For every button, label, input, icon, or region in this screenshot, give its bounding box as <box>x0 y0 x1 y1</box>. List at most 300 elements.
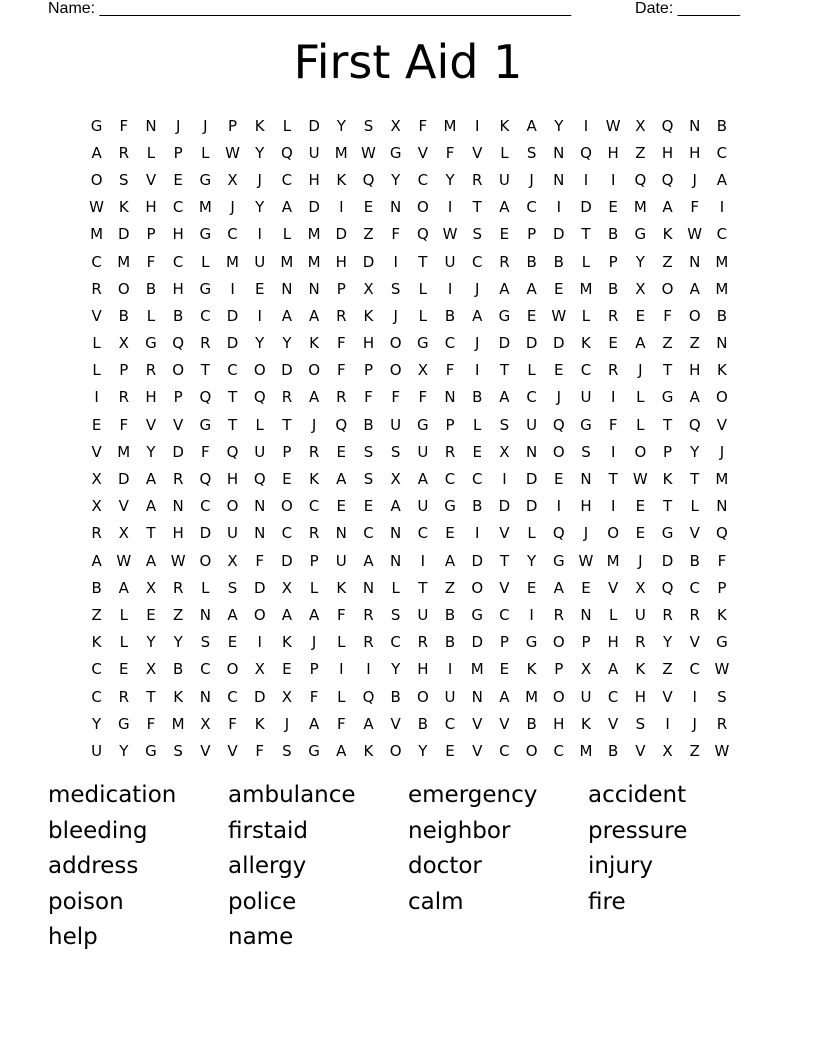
grid-cell: H <box>172 279 184 298</box>
grid-cell: B <box>689 551 700 570</box>
grid-cell: N <box>689 252 701 271</box>
grid-cell: X <box>580 660 592 679</box>
grid-cell: A <box>363 551 374 570</box>
grid-cell: F <box>119 415 129 434</box>
grid-cell: M <box>443 116 457 135</box>
grid-cell: A <box>118 578 129 597</box>
grid-cell: G <box>145 741 157 760</box>
grid-cell: F <box>309 687 319 706</box>
grid-cell: O <box>688 306 701 325</box>
grid-cell: A <box>145 497 157 516</box>
grid-cell: I <box>583 170 589 189</box>
grid-cell: O <box>172 361 185 380</box>
grid-cell: U <box>417 497 429 516</box>
grid-cell: Z <box>662 660 673 679</box>
grid-cell: C <box>526 388 537 407</box>
grid-cell: D <box>471 633 483 652</box>
word-list <box>48 778 768 956</box>
grid-cell: X <box>227 170 238 189</box>
grid-cell: F <box>146 714 156 733</box>
grid-cell: A <box>662 198 673 217</box>
grid-cell: P <box>309 660 319 679</box>
grid-cell: I <box>529 605 534 624</box>
grid-cell: O <box>226 660 239 679</box>
grid-cell: L <box>690 497 699 516</box>
grid-cell: R <box>444 442 456 461</box>
grid-cell: M <box>198 198 212 217</box>
grid-cell: X <box>227 551 238 570</box>
grid-cell: F <box>445 143 455 162</box>
page-title: First Aid 1 <box>293 35 523 89</box>
grid-cell: A <box>308 306 320 325</box>
grid-cell: Y <box>635 252 645 271</box>
grid-cell: R <box>308 442 320 461</box>
grid-cell: G <box>199 415 212 434</box>
grid-cell: Q <box>253 470 266 489</box>
grid-cell: W <box>714 660 730 679</box>
grid-cell: J <box>692 714 697 733</box>
grid-cell: V <box>472 714 483 733</box>
grid-cell: E <box>445 524 455 543</box>
grid-cell: K <box>309 334 320 353</box>
grid-cell: A <box>390 497 401 516</box>
grid-cell: I <box>447 198 453 217</box>
grid-cell: E <box>91 415 102 434</box>
grid-cell: A <box>635 334 646 353</box>
grid-cell: I <box>94 388 99 407</box>
grid-cell: J <box>393 306 398 325</box>
grid-cell: I <box>692 687 697 706</box>
grid-cell: M <box>280 252 294 271</box>
grid-cell: G <box>716 633 728 652</box>
grid-cell: A <box>553 578 564 597</box>
grid-cell: D <box>172 442 184 461</box>
grid-cell: G <box>417 334 429 353</box>
grid-cell: K <box>662 225 673 244</box>
grid-cell: F <box>690 198 700 217</box>
grid-cell: L <box>201 143 210 162</box>
grid-cell: Q <box>661 578 674 597</box>
grid-cell: D <box>199 524 212 543</box>
grid-cell: B <box>444 633 456 652</box>
grid-cell: E <box>554 361 564 380</box>
grid-cell: P <box>228 116 238 135</box>
grid-cell: Z <box>635 143 646 162</box>
grid-cell: B <box>608 741 619 760</box>
grid-cell: S <box>363 470 374 489</box>
grid-cell: F <box>336 334 346 353</box>
grid-cell: O <box>552 633 565 652</box>
grid-cell: U <box>444 687 456 706</box>
grid-cell: R <box>553 605 564 624</box>
grid-cell: L <box>282 225 292 244</box>
grid-cell: U <box>254 252 266 271</box>
grid-cell: X <box>635 279 646 298</box>
grid-cell: L <box>418 306 428 325</box>
grid-cell: M <box>579 741 593 760</box>
grid-cell: E <box>227 633 238 652</box>
grid-cell: D <box>580 198 592 217</box>
grid-cell: K <box>309 470 320 489</box>
grid-cell: T <box>581 225 591 244</box>
grid-cell: S <box>390 279 401 298</box>
grid-cell: N <box>471 687 483 706</box>
grid-cell: A <box>499 687 510 706</box>
grid-cell: B <box>472 497 483 516</box>
grid-cell: K <box>254 714 265 733</box>
grid-cell: F <box>201 442 210 461</box>
grid-cell: R <box>363 633 374 652</box>
grid-cell: R <box>472 170 483 189</box>
grid-cell: F <box>255 551 265 570</box>
grid-cell: T <box>662 497 673 516</box>
grid-cell: I <box>610 497 616 516</box>
grid-cell: R <box>417 633 429 652</box>
grid-cell: E <box>119 660 129 679</box>
grid-cell: N <box>689 116 701 135</box>
grid-cell: F <box>336 361 346 380</box>
grid-cell: V <box>227 741 238 760</box>
grid-cell: I <box>665 714 670 733</box>
grid-cell: E <box>499 660 510 679</box>
grid-cell: R <box>607 306 619 325</box>
date-field: Date: _______ <box>635 0 740 17</box>
grid-cell: X <box>118 334 129 353</box>
grid-cell: K <box>635 660 646 679</box>
grid-cell: N <box>716 497 728 516</box>
grid-cell: K <box>662 470 673 489</box>
grid-cell: V <box>716 415 728 434</box>
grid-cell: O <box>661 279 674 298</box>
grid-cell: O <box>308 361 320 380</box>
grid-cell: A <box>526 116 537 135</box>
grid-cell: N <box>553 143 565 162</box>
grid-cell: G <box>417 415 429 434</box>
grid-cell: W <box>225 143 240 162</box>
grid-cell: M <box>470 660 484 679</box>
grid-cell: K <box>526 660 537 679</box>
grid-cell: Y <box>662 633 673 652</box>
grid-cell: V <box>417 143 428 162</box>
grid-cell: I <box>447 660 453 679</box>
grid-cell: A <box>145 470 157 489</box>
grid-cell: S <box>390 442 401 461</box>
grid-cell: D <box>308 198 320 217</box>
grid-cell: G <box>389 143 402 162</box>
grid-cell: Q <box>552 524 565 543</box>
grid-cell: N <box>444 388 456 407</box>
grid-cell: U <box>444 252 456 271</box>
grid-cell: M <box>606 551 620 570</box>
grid-cell: U <box>634 605 646 624</box>
header <box>48 0 740 18</box>
grid-cell: Q <box>716 524 728 543</box>
grid-cell: S <box>717 687 727 706</box>
grid-cell: N <box>145 116 157 135</box>
grid-cell: Y <box>418 741 428 760</box>
grid-cell: E <box>554 470 564 489</box>
grid-cell: S <box>390 605 401 624</box>
grid-cell: D <box>118 225 130 244</box>
grid-cell: D <box>471 551 483 570</box>
grid-cell: Q <box>552 415 565 434</box>
grid-cell: N <box>254 524 266 543</box>
grid-cell: T <box>146 524 156 543</box>
grid-cell: V <box>689 524 700 543</box>
grid-cell: X <box>635 116 646 135</box>
grid-cell: O <box>389 741 402 760</box>
grid-cell: O <box>253 361 266 380</box>
grid-cell: X <box>200 714 211 733</box>
grid-cell: V <box>499 714 510 733</box>
grid-cell: Q <box>172 334 185 353</box>
grid-cell: F <box>336 605 346 624</box>
word-list-item: pressure <box>588 817 688 844</box>
word-list-item: fire <box>588 888 626 915</box>
word-list-item: neighbor <box>408 817 511 844</box>
grid-cell: I <box>339 198 344 217</box>
grid-cell: J <box>230 198 235 217</box>
grid-cell: O <box>716 388 728 407</box>
grid-cell: H <box>226 470 239 489</box>
grid-cell: N <box>390 198 402 217</box>
grid-cell: R <box>716 714 728 733</box>
grid-cell: Y <box>255 143 265 162</box>
grid-cell: I <box>583 116 589 135</box>
grid-cell: W <box>89 198 105 217</box>
grid-cell: P <box>363 361 373 380</box>
grid-cell: P <box>282 442 292 461</box>
grid-cell: A <box>308 388 320 407</box>
grid-cell: H <box>689 143 701 162</box>
grid-cell: D <box>553 334 565 353</box>
grid-cell: Q <box>661 116 674 135</box>
grid-cell: P <box>663 442 673 461</box>
grid-cell: V <box>608 714 619 733</box>
grid-cell: C <box>716 225 728 244</box>
grid-cell: D <box>553 225 565 244</box>
grid-cell: O <box>416 687 429 706</box>
grid-cell: X <box>145 660 157 679</box>
word-list-item: ambulance <box>228 782 356 808</box>
grid-cell: B <box>118 306 129 325</box>
grid-cell: C <box>444 334 456 353</box>
grid-cell: G <box>90 116 103 135</box>
grid-cell: J <box>175 116 181 135</box>
grid-cell: C <box>553 741 565 760</box>
word-list-item: allergy <box>228 853 307 879</box>
grid-cell: A <box>716 170 728 189</box>
grid-cell: F <box>663 306 672 325</box>
grid-cell: L <box>337 633 346 652</box>
grid-cell: X <box>91 497 102 516</box>
grid-cell: M <box>525 687 539 706</box>
grid-cell: E <box>472 442 482 461</box>
grid-cell: Y <box>554 116 564 135</box>
grid-cell: S <box>526 143 537 162</box>
grid-cell: L <box>581 306 591 325</box>
grid-cell: T <box>472 198 482 217</box>
grid-cell: E <box>635 524 646 543</box>
grid-cell: R <box>635 633 646 652</box>
grid-cell: C <box>281 524 293 543</box>
grid-cell: R <box>91 524 102 543</box>
grid-cell: X <box>363 279 374 298</box>
grid-cell: A <box>526 279 537 298</box>
grid-cell: B <box>91 578 102 597</box>
letter-grid <box>83 112 736 765</box>
grid-cell: C <box>417 170 429 189</box>
grid-cell: I <box>475 116 480 135</box>
grid-cell: A <box>472 306 483 325</box>
grid-cell: H <box>634 687 646 706</box>
grid-cell: R <box>308 524 320 543</box>
grid-cell: N <box>199 605 211 624</box>
grid-cell: Y <box>119 741 129 760</box>
grid-cell: A <box>444 551 456 570</box>
grid-cell: G <box>634 225 647 244</box>
grid-cell: W <box>551 306 567 325</box>
grid-cell: E <box>445 741 455 760</box>
grid-cell: P <box>309 551 319 570</box>
grid-cell: K <box>281 633 292 652</box>
grid-cell: H <box>417 660 429 679</box>
grid-cell: B <box>363 415 374 434</box>
word-list-item: police <box>228 888 297 915</box>
grid-cell: N <box>390 524 402 543</box>
grid-cell: D <box>308 116 320 135</box>
grid-cell: E <box>499 225 510 244</box>
grid-cell: C <box>200 660 211 679</box>
grid-cell: G <box>525 633 538 652</box>
grid-cell: D <box>118 470 130 489</box>
grid-cell: P <box>581 633 591 652</box>
grid-cell: Z <box>689 741 700 760</box>
grid-cell: H <box>335 252 347 271</box>
grid-cell: V <box>689 633 700 652</box>
grid-cell: C <box>91 252 102 271</box>
grid-cell: F <box>391 388 400 407</box>
grid-cell: V <box>173 415 184 434</box>
grid-cell: B <box>173 306 184 325</box>
grid-cell: U <box>526 415 538 434</box>
grid-cell: R <box>336 388 347 407</box>
grid-cell: W <box>714 741 730 760</box>
grid-cell: S <box>635 714 646 733</box>
grid-cell: D <box>253 578 266 597</box>
grid-cell: G <box>199 279 212 298</box>
grid-cell: O <box>552 442 565 461</box>
grid-cell: W <box>687 225 703 244</box>
grid-cell: Y <box>336 116 346 135</box>
grid-cell: H <box>689 361 701 380</box>
grid-cell: Z <box>444 578 456 597</box>
grid-cell: T <box>690 470 700 489</box>
grid-cell: O <box>199 551 212 570</box>
grid-cell: B <box>526 714 537 733</box>
grid-cell: R <box>118 388 129 407</box>
word-list-item: injury <box>588 853 654 879</box>
grid-cell: A <box>363 714 374 733</box>
grid-cell: G <box>661 524 674 543</box>
grid-cell: S <box>282 741 292 760</box>
grid-cell: L <box>473 415 482 434</box>
grid-cell: O <box>389 361 402 380</box>
grid-cell: U <box>580 687 592 706</box>
grid-cell: F <box>445 361 455 380</box>
grid-cell: V <box>608 578 619 597</box>
grid-cell: C <box>471 252 483 271</box>
grid-cell: E <box>336 497 347 516</box>
grid-cell: S <box>363 442 374 461</box>
grid-cell: X <box>499 442 510 461</box>
grid-cell: C <box>526 198 537 217</box>
grid-cell: F <box>119 116 129 135</box>
grid-cell: I <box>447 279 453 298</box>
grid-cell: M <box>579 279 593 298</box>
grid-cell: K <box>336 170 347 189</box>
grid-cell: R <box>281 388 293 407</box>
grid-cell: N <box>553 170 565 189</box>
grid-cell: H <box>580 497 592 516</box>
grid-cell: T <box>499 551 509 570</box>
grid-cell: R <box>145 361 157 380</box>
grid-cell: J <box>719 442 725 461</box>
grid-cell: B <box>444 306 456 325</box>
grid-cell: M <box>307 225 321 244</box>
grid-cell: L <box>201 252 210 271</box>
grid-cell: J <box>257 170 262 189</box>
grid-cell: Q <box>661 170 674 189</box>
grid-cell: R <box>336 306 347 325</box>
grid-cell: A <box>281 306 293 325</box>
grid-cell: D <box>525 497 538 516</box>
grid-cell: K <box>499 116 510 135</box>
grid-cell: N <box>308 279 320 298</box>
grid-cell: L <box>119 605 128 624</box>
grid-cell: L <box>527 361 536 380</box>
grid-cell: A <box>308 605 320 624</box>
grid-cell: G <box>117 714 130 733</box>
grid-cell: O <box>117 279 130 298</box>
grid-cell: F <box>717 551 727 570</box>
grid-cell: O <box>471 578 484 597</box>
grid-cell: P <box>608 252 618 271</box>
grid-cell: J <box>529 170 534 189</box>
grid-cell: J <box>475 279 480 298</box>
grid-cell: W <box>632 470 648 489</box>
grid-cell: K <box>363 306 374 325</box>
grid-cell: J <box>692 170 697 189</box>
grid-cell: L <box>92 361 101 380</box>
grid-cell: V <box>662 687 673 706</box>
grid-cell: G <box>199 170 212 189</box>
grid-cell: U <box>308 143 320 162</box>
grid-cell: I <box>502 470 507 489</box>
grid-cell: T <box>662 361 673 380</box>
grid-cell: P <box>173 388 183 407</box>
grid-cell: R <box>662 605 673 624</box>
grid-cell: Y <box>173 633 183 652</box>
grid-cell: L <box>309 578 319 597</box>
grid-cell: R <box>118 143 129 162</box>
grid-cell: I <box>257 633 262 652</box>
grid-cell: Q <box>580 143 592 162</box>
grid-cell: C <box>281 170 293 189</box>
grid-cell: V <box>499 524 510 543</box>
word-list-item: bleeding <box>48 817 148 844</box>
grid-cell: A <box>281 605 293 624</box>
